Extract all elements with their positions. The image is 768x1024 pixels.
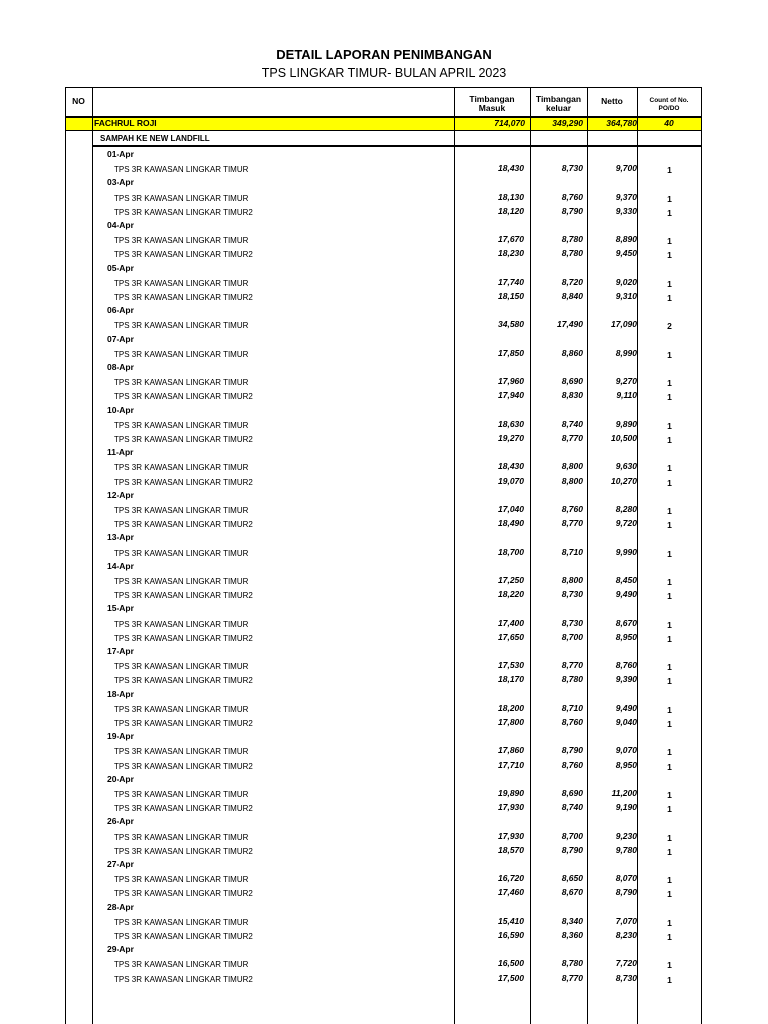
location-name: TPS 3R KAWASAN LINGKAR TIMUR [114,577,249,586]
location-name: TPS 3R KAWASAN LINGKAR TIMUR [114,236,249,246]
netto-value: 8,450 [615,575,637,585]
summary-masuk: 714,070 [494,118,525,128]
count-value: 1 [667,591,672,602]
count-value: 1 [667,747,672,758]
date-label: 06-Apr [107,305,134,316]
location-name: TPS 3R KAWASAN LINGKAR TIMUR [114,747,249,757]
table-row [65,787,702,801]
keluar-value: 8,860 [561,347,583,358]
masuk-value: 17,960 [498,376,524,387]
group-bottom-rule [92,145,702,147]
date-label: 01-Apr [107,149,134,159]
keluar-value: 8,780 [561,234,583,245]
date-group-row [65,531,702,545]
netto-value: 10,500 [611,433,637,443]
table-row [65,872,702,886]
netto-value: 8,280 [615,504,637,514]
keluar-value: 8,710 [561,546,583,557]
table-row [65,972,702,986]
date-label: 26-Apr [107,816,134,827]
count-value: 1 [667,761,672,772]
location-name: TPS 3R KAWASAN LINGKAR TIMUR2 [114,974,253,984]
netto-value: 9,070 [615,745,637,756]
table-row [65,205,702,219]
keluar-value: 8,710 [561,702,583,713]
location-name: TPS 3R KAWASAN LINGKAR TIMUR2 [114,846,253,856]
keluar-value: 8,740 [561,802,583,813]
count-value: 1 [667,932,672,942]
count-value: 1 [667,548,672,559]
masuk-value: 19,070 [498,475,524,486]
table-row [65,957,702,971]
table-row [65,233,702,247]
location-name: TPS 3R KAWASAN LINGKAR TIMUR2 [114,889,253,899]
masuk-value: 18,490 [498,518,524,529]
netto-value: 8,950 [615,631,637,642]
keluar-value: 8,690 [561,788,583,798]
count-value: 1 [667,917,672,928]
date-label: 14-Apr [107,560,134,571]
table-row [65,375,702,389]
header-count-line1: Count of No. [649,97,689,104]
netto-value: 9,630 [615,461,637,472]
location-name: TPS 3R KAWASAN LINGKAR TIMUR [114,278,249,288]
count-value: 1 [667,974,672,985]
date-group-row [65,858,702,872]
location-name: TPS 3R KAWASAN LINGKAR TIMUR2 [114,520,253,530]
table-row [65,162,702,176]
keluar-value: 17,490 [557,319,583,330]
summary-bottom-rule [65,130,702,131]
date-label: 10-Apr [107,404,134,415]
count-value: 1 [667,165,672,176]
keluar-value: 8,770 [561,518,583,529]
location-name: TPS 3R KAWASAN LINGKAR TIMUR2 [114,719,253,728]
netto-value: 9,310 [615,291,637,301]
masuk-value: 18,220 [498,589,524,600]
date-group-row [65,560,702,574]
count-value: 1 [667,619,672,630]
summary-name: FACHRUL ROJI [94,118,157,128]
count-value: 1 [667,278,672,289]
masuk-value: 17,670 [498,234,524,245]
table-row [65,886,702,900]
keluar-value: 8,760 [561,717,583,727]
header-no: NO [72,96,85,106]
date-group-row [65,489,702,503]
location-name: TPS 3R KAWASAN LINGKAR TIMUR2 [114,676,253,686]
table-row [65,475,702,489]
date-group-row [65,602,702,616]
location-name: TPS 3R KAWASAN LINGKAR TIMUR [114,960,249,970]
table-row [65,588,702,602]
table-border-top [65,87,702,88]
date-label: 05-Apr [107,262,134,273]
keluar-value: 8,830 [561,390,583,401]
date-label: 08-Apr [107,362,134,372]
masuk-value: 17,250 [498,575,524,585]
location-name: TPS 3R KAWASAN LINGKAR TIMUR [114,917,249,927]
masuk-value: 18,570 [498,844,524,855]
count-value: 1 [667,236,672,247]
location-name: TPS 3R KAWASAN LINGKAR TIMUR2 [114,633,253,643]
table-row [65,191,702,205]
masuk-value: 19,890 [498,788,524,798]
report-title: DETAIL LAPORAN PENIMBANGAN [276,47,492,62]
keluar-value: 8,700 [561,631,583,642]
location-name: TPS 3R KAWASAN LINGKAR TIMUR2 [114,477,253,487]
table-row [65,617,702,631]
group-label: SAMPAH KE NEW LANDFILL [100,134,210,143]
count-value: 1 [667,435,672,445]
date-label: 19-Apr [107,731,134,742]
netto-value: 9,490 [615,702,637,713]
masuk-value: 18,170 [498,674,524,685]
location-name: TPS 3R KAWASAN LINGKAR TIMUR2 [114,591,253,601]
count-value: 1 [667,662,672,673]
keluar-value: 8,770 [561,972,583,983]
location-name: TPS 3R KAWASAN LINGKAR TIMUR2 [114,293,253,302]
count-value: 1 [667,875,672,886]
netto-value: 9,490 [615,589,637,600]
keluar-value: 8,780 [561,674,583,685]
netto-value: 8,730 [615,972,637,983]
location-name: TPS 3R KAWASAN LINGKAR TIMUR [114,420,249,430]
date-label: 20-Apr [107,773,134,784]
keluar-value: 8,740 [561,418,583,429]
masuk-value: 18,200 [498,702,524,713]
keluar-value: 8,770 [561,433,583,443]
masuk-value: 17,500 [498,972,524,983]
keluar-value: 8,690 [561,376,583,387]
report-subtitle: TPS LINGKAR TIMUR- BULAN APRIL 2023 [261,66,507,80]
date-group-row [65,688,702,702]
location-name: TPS 3R KAWASAN LINGKAR TIMUR [114,790,249,799]
count-value: 1 [667,520,672,531]
netto-value: 8,760 [615,660,637,671]
masuk-value: 17,930 [498,802,524,813]
masuk-value: 15,410 [498,915,524,926]
netto-value: 7,720 [615,958,637,969]
table-row [65,432,702,446]
masuk-value: 17,940 [498,390,524,401]
netto-value: 9,330 [615,205,637,216]
masuk-value: 18,430 [498,163,524,174]
netto-value: 9,720 [615,518,637,529]
netto-value: 8,890 [615,234,637,245]
date-group-row [65,446,702,460]
masuk-value: 16,500 [498,958,524,969]
date-label: 13-Apr [107,532,134,543]
masuk-value: 18,130 [498,191,524,202]
location-name: TPS 3R KAWASAN LINGKAR TIMUR [114,349,249,359]
count-value: 1 [667,633,672,644]
keluar-value: 8,760 [561,191,583,202]
table-row [65,759,702,773]
netto-value: 9,190 [615,802,637,813]
table-row [65,659,702,673]
table-row [65,631,702,645]
masuk-value: 17,800 [498,717,524,727]
netto-value: 9,230 [615,830,637,841]
keluar-value: 8,360 [561,930,583,940]
keluar-value: 8,800 [561,575,583,585]
summary-netto: 364,780 [606,118,637,128]
count-value: 1 [667,392,672,403]
table-row [65,460,702,474]
location-name: TPS 3R KAWASAN LINGKAR TIMUR [114,548,249,558]
date-group-row [65,333,702,347]
header-count-line2: PO/DO [658,105,680,112]
date-label: 11-Apr [107,447,134,458]
masuk-value: 16,720 [498,873,524,884]
date-group-row [65,148,702,162]
netto-value: 9,780 [615,844,637,855]
netto-value: 9,370 [615,191,637,202]
netto-value: 9,700 [615,163,637,174]
keluar-value: 8,790 [561,844,583,855]
netto-value: 8,070 [615,873,637,884]
masuk-value: 17,040 [498,504,524,514]
table-row [65,574,702,588]
masuk-value: 34,580 [498,319,524,330]
weighing-table [65,87,702,1024]
date-group-row [65,404,702,418]
netto-value: 9,040 [615,717,637,727]
table-row [65,844,702,858]
header-masuk-line1: Timbangan [469,94,515,104]
header-netto: Netto [601,96,623,106]
count-value: 1 [667,506,672,516]
location-name: TPS 3R KAWASAN LINGKAR TIMUR2 [114,435,253,444]
masuk-value: 17,710 [498,759,524,770]
table-row [65,389,702,403]
table-row [65,546,702,560]
count-value: 1 [667,250,672,261]
table-row [65,247,702,261]
summary-count: 40 [664,118,674,128]
netto-value: 9,270 [615,376,637,387]
netto-value: 10,270 [611,475,637,486]
count-value: 1 [667,477,672,488]
masuk-value: 18,700 [498,546,524,557]
keluar-value: 8,800 [561,461,583,472]
netto-value: 9,020 [615,276,637,287]
date-group-row [65,645,702,659]
count-value: 1 [667,846,672,857]
count-value: 1 [667,804,672,815]
table-row [65,276,702,290]
netto-value: 11,200 [611,788,637,798]
count-value: 1 [667,207,672,218]
date-label: 18-Apr [107,688,134,699]
location-name: TPS 3R KAWASAN LINGKAR TIMUR2 [114,804,253,814]
masuk-value: 17,400 [498,617,524,628]
location-name: TPS 3R KAWASAN LINGKAR TIMUR [114,378,249,388]
date-group-row [65,773,702,787]
keluar-value: 8,650 [561,873,583,884]
masuk-value: 17,930 [498,830,524,841]
masuk-value: 18,150 [498,291,524,301]
table-row [65,702,702,716]
date-group-row [65,901,702,915]
date-group-row [65,219,702,233]
netto-value: 8,990 [615,347,637,358]
keluar-value: 8,760 [561,504,583,514]
date-group-row [65,730,702,744]
masuk-value: 17,650 [498,631,524,642]
date-label: 27-Apr [107,859,134,869]
keluar-value: 8,790 [561,745,583,756]
keluar-value: 8,840 [561,291,583,301]
count-value: 1 [667,193,672,204]
netto-value: 17,090 [611,319,637,330]
location-name: TPS 3R KAWASAN LINGKAR TIMUR [114,662,249,672]
date-group-row [65,304,702,318]
count-value: 1 [667,420,672,431]
location-name: TPS 3R KAWASAN LINGKAR TIMUR [114,321,249,331]
keluar-value: 8,780 [561,958,583,969]
keluar-value: 8,340 [561,915,583,926]
table-row [65,929,702,943]
location-name: TPS 3R KAWASAN LINGKAR TIMUR [114,704,249,714]
masuk-value: 17,860 [498,745,524,756]
table-row [65,517,702,531]
masuk-value: 18,230 [498,248,524,259]
table-row [65,318,702,332]
location-name: TPS 3R KAWASAN LINGKAR TIMUR [114,619,249,629]
summary-keluar: 349,290 [552,118,583,128]
keluar-value: 8,760 [561,759,583,770]
date-label: 29-Apr [107,944,134,955]
keluar-value: 8,800 [561,475,583,486]
date-label: 04-Apr [107,220,134,230]
netto-value: 8,950 [615,759,637,770]
masuk-value: 17,740 [498,276,524,287]
header-keluar-line2: keluar [545,103,572,113]
netto-value: 9,990 [615,546,637,557]
keluar-value: 8,730 [561,163,583,174]
count-value: 1 [667,790,672,800]
masuk-value: 18,630 [498,418,524,429]
location-name: TPS 3R KAWASAN LINGKAR TIMUR [114,165,249,175]
date-label: 07-Apr [107,333,134,344]
location-name: TPS 3R KAWASAN LINGKAR TIMUR [114,463,249,473]
table-row [65,290,702,304]
count-value: 2 [667,321,672,332]
location-name: TPS 3R KAWASAN LINGKAR TIMUR2 [114,932,253,941]
keluar-value: 8,790 [561,205,583,216]
keluar-value: 8,670 [561,887,583,898]
masuk-value: 18,430 [498,461,524,472]
location-name: TPS 3R KAWASAN LINGKAR TIMUR [114,875,249,885]
keluar-value: 8,730 [561,589,583,600]
table-row [65,801,702,815]
location-name: TPS 3R KAWASAN LINGKAR TIMUR [114,832,249,842]
date-label: 03-Apr [107,177,134,188]
date-group-row [65,176,702,190]
count-value: 1 [667,960,672,971]
masuk-value: 17,460 [498,887,524,898]
masuk-value: 17,850 [498,347,524,358]
count-value: 1 [667,676,672,687]
netto-value: 8,230 [615,930,637,940]
table-row [65,503,702,517]
masuk-value: 18,120 [498,205,524,216]
date-label: 17-Apr [107,646,134,656]
table-row [65,744,702,758]
date-group-row [65,361,702,375]
date-group-row [65,815,702,829]
table-row [65,347,702,361]
date-group-row [65,262,702,276]
table-row [65,915,702,929]
count-value: 1 [667,463,672,474]
keluar-value: 8,720 [561,276,583,287]
netto-value: 9,450 [615,248,637,259]
masuk-value: 19,270 [498,433,524,443]
table-row [65,830,702,844]
date-label: 15-Apr [107,603,134,614]
netto-value: 8,670 [615,617,637,628]
header-keluar-line1: Timbangan [535,94,582,104]
netto-value: 9,390 [615,674,637,685]
location-name: TPS 3R KAWASAN LINGKAR TIMUR2 [114,761,253,771]
date-label: 28-Apr [107,901,134,912]
netto-value: 8,790 [615,887,637,898]
count-value: 1 [667,832,672,843]
count-value: 1 [667,378,672,389]
keluar-value: 8,700 [561,830,583,841]
location-name: TPS 3R KAWASAN LINGKAR TIMUR [114,193,249,203]
count-value: 1 [667,889,672,900]
location-name: TPS 3R KAWASAN LINGKAR TIMUR2 [114,392,253,402]
count-value: 1 [667,704,672,715]
location-name: TPS 3R KAWASAN LINGKAR TIMUR [114,506,249,515]
keluar-value: 8,780 [561,248,583,259]
netto-value: 9,110 [616,390,637,401]
keluar-value: 8,730 [561,617,583,628]
location-name: TPS 3R KAWASAN LINGKAR TIMUR2 [114,207,253,217]
header-masuk-line2: Masuk [478,103,506,113]
table-row [65,716,702,730]
masuk-value: 16,590 [498,930,524,940]
netto-value: 7,070 [615,915,637,926]
date-label: 12-Apr [107,489,134,500]
table-row [65,673,702,687]
masuk-value: 17,530 [498,660,524,671]
keluar-value: 8,770 [561,660,583,671]
location-name: TPS 3R KAWASAN LINGKAR TIMUR2 [114,250,253,260]
count-value: 1 [667,719,672,729]
table-row [65,418,702,432]
netto-value: 9,890 [615,418,637,429]
count-value: 1 [667,577,672,587]
count-value: 1 [667,293,672,303]
count-value: 1 [667,349,672,360]
date-group-row [65,943,702,957]
